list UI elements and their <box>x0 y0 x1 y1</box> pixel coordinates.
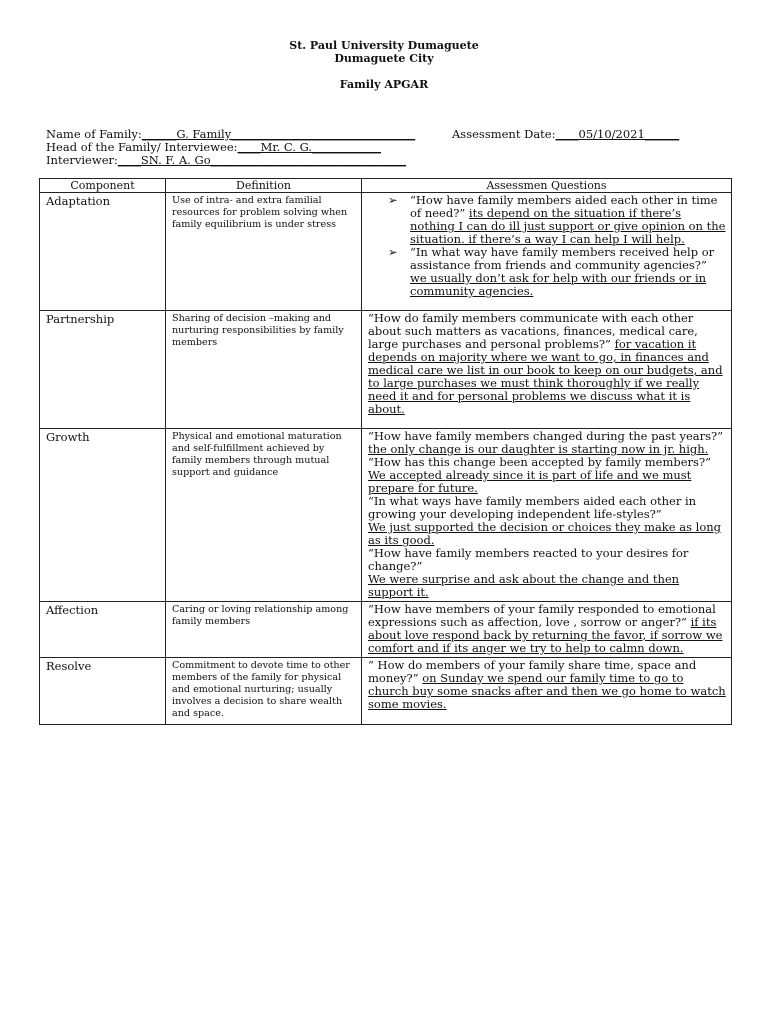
interviewer-label: Interviewer: <box>46 153 118 167</box>
answer-text: the only change is our daughter is starting now in jr. high. <box>368 442 709 456</box>
bullet-arrow-icon: ➢ <box>388 245 398 259</box>
questions-cell <box>362 193 732 311</box>
university-name: St. Paul University Dumaguete <box>289 39 479 52</box>
table-row <box>40 602 732 658</box>
assessment-date-label: Assessment Date: <box>452 127 556 141</box>
table-row <box>40 658 732 725</box>
table-header-row <box>40 179 732 193</box>
questions-cell <box>362 658 732 725</box>
questions-cell <box>362 602 732 658</box>
assessment-date-value: ____05/10/2021______ <box>555 127 680 141</box>
head-of-family-line <box>46 140 381 154</box>
component-cell: Resolve <box>40 658 166 725</box>
answer-text: on Sunday we spend our family time to go to church buy some snacks after and then we go home to watch some movies. <box>368 671 726 711</box>
table-row <box>40 311 732 429</box>
apgar-table <box>39 178 732 725</box>
header-definition: Definition <box>166 179 362 193</box>
definition-cell: Physical and emotional maturation and self-fulfillment achieved by family members through mutual support and guidance <box>166 429 362 602</box>
assessment-date-line <box>452 127 679 141</box>
question-bullet <box>368 246 726 298</box>
bullet-arrow-icon: ➢ <box>388 193 398 207</box>
definition-cell: Sharing of decision –making and nurturing responsibilities by family members <box>166 311 362 429</box>
answer-text: We just supported the decision or choices they make as long as its good. <box>368 520 722 547</box>
component-cell: Affection <box>40 602 166 658</box>
questions-cell <box>362 311 732 429</box>
header-component: Component <box>40 179 166 193</box>
question-text: “In what way have family members received help or assistance from friends and community agencies?” <box>410 245 715 272</box>
questions-cell <box>362 429 732 602</box>
answer-text: its depend on the situation if there’s nothing I can do ill just support or give opinion on the situation. if there’s a way I can help I will help. <box>410 206 726 246</box>
city-name: Dumaguete City <box>334 52 434 65</box>
definition-cell: Use of intra- and extra familial resources for problem solving when family equilibrium is under stress <box>166 193 362 311</box>
form-title: Family APGAR <box>339 78 429 91</box>
definition-cell: Commitment to devote time to other members of the family for physical and emotional nurturing; usually involves a decision to share wealth and space. <box>166 658 362 725</box>
question-text: “How have family members aided each other in time of need?” <box>410 193 718 220</box>
answer-text: we usually don’t ask for help with our friends or in community agencies. <box>410 271 707 298</box>
question-text: “How do family members communicate with each other about such matters as vacations, finances, medical care, large purchases and personal problems?” <box>368 311 698 351</box>
question-text: “How has this change been accepted by family members?” <box>368 455 711 469</box>
question-text: “How have family members changed during the past years?” <box>368 429 724 443</box>
definition-cell: Caring or loving relationship among family members <box>166 602 362 658</box>
component-cell: Growth <box>40 429 166 602</box>
answer-text: We accepted already since it is part of life and we must prepare for future. <box>368 468 692 495</box>
table-row <box>40 429 732 602</box>
component-cell: Adaptation <box>40 193 166 311</box>
head-of-family-label: Head of the Family/ Interviewee: <box>46 140 238 154</box>
question-bullet <box>368 194 726 246</box>
question-text: “In what ways have family members aided each other in growing your developing independent life-styles?” <box>368 494 697 521</box>
table-row <box>40 193 732 311</box>
family-name-label: Name of Family: <box>46 127 142 141</box>
header-questions: Assessmen Questions <box>362 179 732 193</box>
question-text: “How have family members reacted to your desires for change?” <box>368 546 689 573</box>
component-cell: Partnership <box>40 311 166 429</box>
question-text: “ How do members of your family share time, space and money?” <box>368 658 697 685</box>
interviewer-value: ____SN. F. A. Go__________________________________ <box>117 153 407 167</box>
answer-text: if its about love respond back by returning the favor, if sorrow we comfort and if its anger we try to help to calmn down. <box>368 615 723 655</box>
interviewer-line <box>46 153 406 167</box>
question-text: “How have members of your family responded to emotional expressions such as affection, love , sorrow or anger?” <box>368 602 716 629</box>
head-of-family-value: ____Mr. C. G.____________ <box>237 140 382 154</box>
family-name-value: ______G. Family________________________________ <box>141 127 416 141</box>
answer-text: for vacation it depends on majority where we want to go, in finances and medical care we list in our book to keep on our budgets, and to large purchases we must think thoroughly if we really need it and for personal problems we discuss what it is about. <box>368 337 723 416</box>
answer-text: We were surprise and ask about the change and then support it. <box>368 572 680 599</box>
family-name-line <box>46 127 415 141</box>
